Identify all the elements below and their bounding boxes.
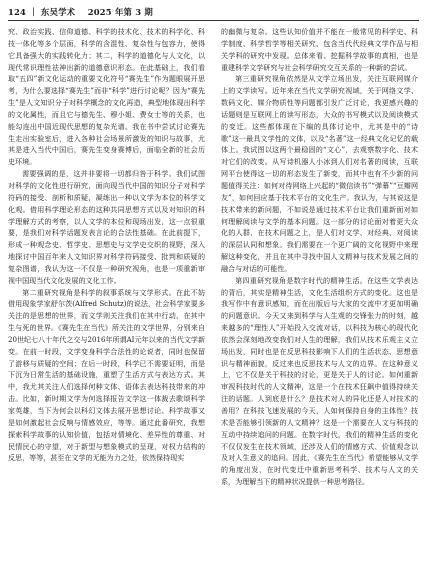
body-paragraph: 第三重研究视角依然是从文学立场出发，关注互联网媒介上的文学读写。近年来在当代文学研究视域，关于网络文学、数码文化、媒介物质性等问题都引发广泛讨论，我更感兴趣的话题则是互联网上的读写形态，大众的书写模式以及阅读模式的变迁。这些都体现在下编的具体讨论中，尤其是中的“诗歌”这一最具文学性的文体，以及“名著”这一经典文化记忆的载体上。我试图以这两个最稳固的“文心”，去观察数字化、技术对它们的改变。从写诗机器人小冰到人们对名著的阅读，互联网平台使得这一切的形态发生了新变，而其中也有不少新的问题值得关注：如何对待网络上兴起的“微信读书”“弹幕”“豆瓣网友”，如何回应基于技术平台的文化生产。我认为，与其说这是技术带来的新问题，不如说是通过技术平台让我们重新面对如何理解阅读与文学的基本问题。这一部分的讨论面对着更大众化的人群，在技术问题之上，是人们对文学、对经典、对阅读的深层认同和想象。我们需要在一个更广阔的文化视野中来理解这种变化，并且在其中寻找中国人文精神与技术发展之间的融合与对话的可能性。	[221, 74, 418, 273]
left-column	[8, 26, 205, 574]
right-column	[221, 26, 418, 574]
page-number: 124	[8, 7, 27, 17]
page-header	[8, 6, 419, 18]
issue-label: 2025 年第 3 期	[87, 7, 153, 17]
body-paragraph: 究、政治实践、信仰道德、科学的技术化、技术的科学化、科技一体化等多个层面，科学的含混性、复杂性与包容力，使得它具备强大的实践转化力；其二，科学的道德化与人文化，以现代常识理性祛神出新的道德意识形态。在此基础上，我们看取“五四”新文化运动的重要文化符号“赛先生”作为题眼展开思考，为什么要选择“赛先生”而非“科学”进行讨论呢？因为“赛先生”是人文知识分子对科学概念的文化再造，典型地体现出科学的文化属性，而且它与德先生、穆小姐、费女士等的关系，也能勾连出中国近现代思想的复杂光谱。我在书中尝试讨论赛先生走出实验室后，进入各种社会场景所激发的知识与故事，尤其是进入当代中国后，赛先生变身赛博后，面临全新的社会历史环境。	[8, 27, 205, 167]
journal-name: 东吴学术	[40, 7, 76, 17]
body-paragraph: 第二重研究视角是科学的叙事系统与文学形式。在此不妨借用现象学家舒尔茨(Alfred Schutz)的说法，社会科学家要多关注的是思想的世界，而文学则关注我们在其中行动、在其中生与死的世界。《赛先生在当代》所关注的文学世界，分别来自20世纪七八十年代之交与2016年所谓AI元年以来的当代文学新变。在前一时段，文学变身科学合法性的论说者，同时也保留了游移与质疑的空间；在后一时段，科学已不需要证明，而是下沉为日常生活的基础设施，重塑了生活方式与表达方式。其中，我尤其关注人们选择何种文体、语体去表达科技带来的冲击。比如，新时期文学为何选择报告文学这一体裁去歌颂科学家英雄，当下为何会以科幻文体去展开思想讨论、科学故事又是如何激起社会反响与情感效应，等等。通过此番研究，我想探索科学故事的认知价值，包括对情境化、差异性的尊重、对民情民心的守望，对于新型与想象模式的呈现，对权力结构的反思，等等，甚至在文学的无能为力之处，依然保持现实	[8, 287, 205, 463]
body-paragraph: 需要强调的是，这并非要将一切都归咎于科学。我们试图对科学的文化性进行研究，面向现当代中国的知识分子对科学符码的接受、剖析和质疑，凝练出一种以文学为本位的科学文化观。借用科学理论形态的这种共同思想方式以及对知识的科学理解方式的考察，以人文学的本位和现场出发，这一点很重要，是我们对科学话题发表言论的合法性基础。在此前提下，形成一种观念史、哲学史、思想史与文学史交织的视野，深入地探讨中国百年来人文知识界对科学符码接受、批判和质疑的复杂图谱，我认为这一不仅是一种研究视角，也是一项重新审视中国现当代文化发展的文化工作。	[8, 169, 205, 285]
header-gap	[78, 7, 84, 17]
body-paragraph: 的幽微与复杂。这些认知价值并不能在一般常见的科学史、科学制度、科学哲学等相关研究、包含当代代经典文学作品与相关学科的研究中发现。总体来看、挖掘科学故事的真相，也是重建科学文学研究与社会科学研究交互关系的一种新的尝试。	[221, 27, 418, 72]
header-rule	[8, 20, 419, 21]
body-paragraph: 第四重研究视角是数字时代的精神生活。在这些文学表达的背后，其实是精神生活，文化生活组织方式的变化。这也是我写作中有意识感知，而在出版后与大家的交流中才更加明确的问题意识。今天又来到科学与人生观的交锋张力的时刻，越来越多的“理性人”开始投入交流对话，以科技为核心的现代化依然会深刻地改变我们对人生的理解，我们从技术乐观主义立场出发，同时也是在反思科技影响下人们的生活状态、思想意识与精神面貌，反过来也反思技术与人文的边界。在这种意义上，它不仅是关于科技的讨论，更是关于人的讨论。如何重新审视科技时代的人文精神，这是一个在技术狂飙中值得持续关注的话题。人到底是什么？是技术对人的异化还是人对技术的善用？在科技飞速发展的今天，人如何保持自身的主体性？技术是否能够引领新的人文精神？这是一个需要在人文与科技的互动中持续追问的问题。在数字时代，我们的精神生活的变化不仅仅发生在技术领域，还涉及人们的情感方式、价值观念以及对人生意义的追问。因此，《赛先生在当代》希望能够从文学的角度出发，在时代变迁中重新思考科学、技术与人文的关系，为理解当下的精神状况提供一种思考路径。	[221, 275, 418, 487]
header-sep: ｜	[29, 7, 38, 17]
